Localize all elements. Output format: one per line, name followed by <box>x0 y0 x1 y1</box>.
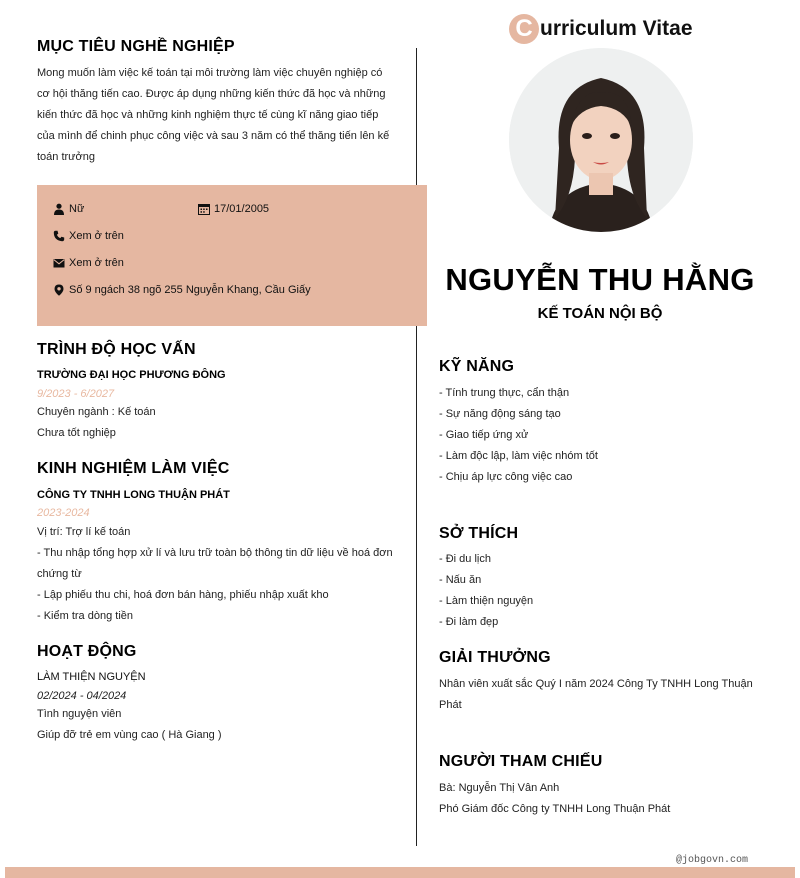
education-school: TRƯỜNG ĐẠI HỌC PHƯƠNG ĐÔNG <box>37 369 226 381</box>
experience-duty: - Kiểm tra dòng tiền <box>37 610 133 622</box>
objective-line: cơ hội thăng tiến cao. Được áp dụng những kiến thức đã học và những <box>37 88 386 100</box>
references-title: NGƯỜI THAM CHIẾU <box>439 753 603 770</box>
skill-item: - Sự năng động sáng tạo <box>439 408 561 420</box>
objective-line: toán trưởng <box>37 151 95 163</box>
skill-item: - Giao tiếp ứng xử <box>439 429 529 441</box>
dob-value: 17/01/2005 <box>214 203 270 215</box>
profile-photo <box>509 48 693 232</box>
experience-period: 2023-2024 <box>37 507 90 519</box>
email-value: Xem ở trên <box>69 257 124 269</box>
skills-list <box>439 383 598 488</box>
contact-email <box>53 257 124 269</box>
education-major: Chuyên ngành : Kế toán <box>37 406 156 418</box>
activity-desc: Giúp đỡ trẻ em vùng cao ( Hà Giang ) <box>37 729 222 741</box>
hobby-item: - Làm thiện nguyện <box>439 595 534 607</box>
calendar-icon <box>198 203 210 215</box>
objective-text <box>37 63 402 168</box>
objective-line: kiến thức đã học và những kinh nghiệm thực tế cùng kĩ năng giao tiếp <box>37 109 379 121</box>
award-line: Phát <box>439 699 462 711</box>
skills-title: KỸ NĂNG <box>439 358 515 375</box>
location-pin-icon <box>53 284 65 296</box>
divider-top <box>416 48 417 185</box>
education-period: 9/2023 - 6/2027 <box>37 388 115 400</box>
job-role: KẾ TOÁN NỘI BỘ <box>537 305 663 322</box>
portrait-illustration <box>509 48 693 232</box>
education-title: TRÌNH ĐỘ HỌC VẤN <box>37 341 196 358</box>
activity-name: LÀM THIỆN NGUYỆN <box>37 671 146 683</box>
experience-duty: - Thu nhập tổng hợp xử lí và lưu trữ toàn bộ thông tin dữ liệu về hoá đơn <box>37 547 393 559</box>
cv-title <box>509 14 693 44</box>
objective-title: MỤC TIÊU NGHỀ NGHIỆP <box>37 38 235 55</box>
experience-duty-cont: chứng từ <box>37 568 82 580</box>
skill-item: - Tính trung thực, cẩn thận <box>439 387 570 399</box>
contact-address <box>53 284 311 296</box>
award-line: Nhân viên xuất sắc Quý I năm 2024 Công Ty TNHH Long Thuận <box>439 678 753 690</box>
person-icon <box>53 203 65 215</box>
activity-period: 02/2024 - 04/2024 <box>37 690 127 702</box>
objective-line: Mong muốn làm việc kế toán tại môi trường làm việc chuyên nghiệp có <box>37 67 383 79</box>
activity-role: Tình nguyện viên <box>37 708 122 720</box>
awards-text <box>439 674 779 716</box>
experience-company: CÔNG TY TNHH LONG THUẬN PHÁT <box>37 489 230 501</box>
reference-position: Phó Giám đốc Công ty TNHH Long Thuận Phát <box>439 803 671 815</box>
experience-position: Vị trí: Trợ lí kế toán <box>37 526 131 538</box>
cv-title-rest: urriculum Vitae <box>540 17 693 40</box>
address-value: Số 9 ngách 38 ngõ 255 Nguyễn Khang, Cầu Giấy <box>69 284 311 296</box>
contact-gender <box>53 203 84 215</box>
hobby-item: - Nấu ăn <box>439 574 482 586</box>
hobbies-title: SỞ THÍCH <box>439 525 519 542</box>
education-status: Chưa tốt nghiệp <box>37 427 116 439</box>
contact-dob <box>198 203 269 215</box>
hobbies-list <box>439 549 533 633</box>
skill-item: - Làm độc lập, làm việc nhóm tốt <box>439 450 598 462</box>
envelope-icon <box>53 257 65 269</box>
hobby-item: - Đi du lịch <box>439 553 491 565</box>
experience-title: KINH NGHIỆM LÀM VIỆC <box>37 460 230 477</box>
experience-details <box>37 522 407 627</box>
contact-phone <box>53 230 124 242</box>
activities-title: HOẠT ĐỘNG <box>37 643 137 660</box>
skill-item: - Chịu áp lực công việc cao <box>439 471 573 483</box>
objective-line: của mình để chinh phục công việc và sau 3 năm có thể thăng tiến lên kế <box>37 130 390 142</box>
cv-title-initial: C <box>509 14 539 44</box>
full-name: NGUYỄN THU HẰNG <box>445 262 755 297</box>
divider-bottom <box>416 326 417 846</box>
awards-title: GIẢI THƯỞNG <box>439 649 551 666</box>
reference-person: Bà: Nguyễn Thị Vân Anh <box>439 782 560 794</box>
experience-duty: - Lập phiếu thu chi, hoá đơn bán hàng, phiếu nhập xuất kho <box>37 589 329 601</box>
phone-value: Xem ở trên <box>69 230 124 242</box>
watermark: @jobgovn.com <box>676 855 749 866</box>
phone-icon <box>53 230 65 242</box>
hobby-item: - Đi làm đẹp <box>439 616 499 628</box>
gender-value: Nữ <box>69 203 85 215</box>
footer-bar <box>5 867 795 878</box>
